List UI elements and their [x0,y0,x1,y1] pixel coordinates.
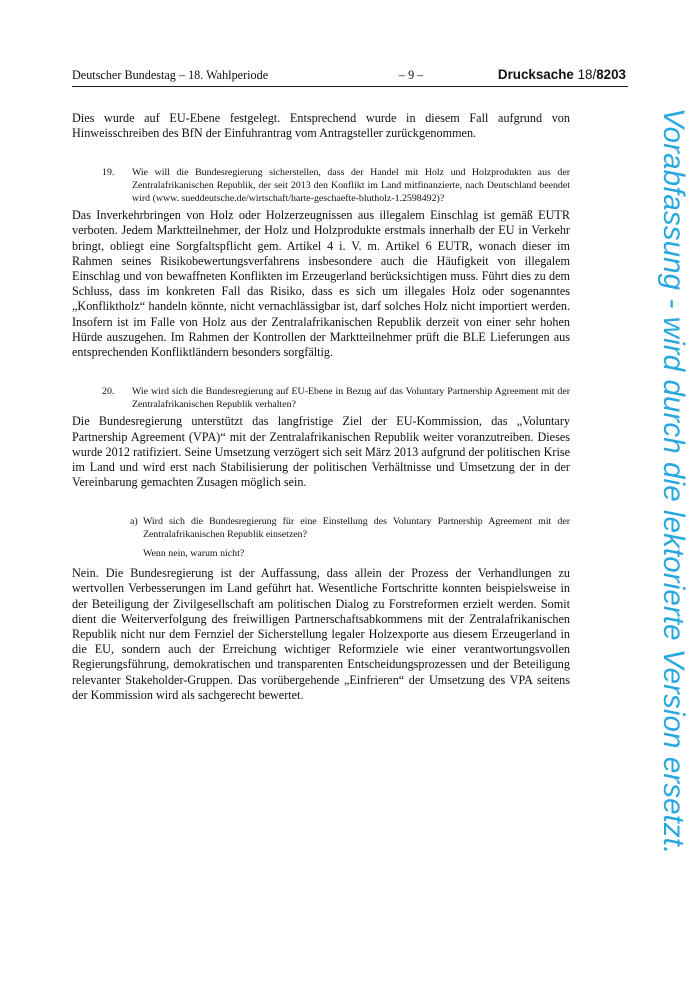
intro-answer: Dies wurde auf EU-Ebene festgelegt. Entsprechend wurde in diesem Fall aufgrund von Hinweisschreiben des BfN der Einfuhrantrag vom Antragsteller zurückgenommen. [72,111,570,141]
answer-20: Die Bundesregierung unterstützt das langfristige Ziel der EU-Kommission, das „Voluntary Partnership Agreement (VPA)“ mit der Zentralafrikanischen Republik weiter voranzutreiben. Dieses wurde 2012 ratifiziert. Seine Umsetzung verzögert sich seit März 2013 aufgrund der politischen Krise im Land und wird erst nach Stabilisierung der politischen Verhältnisse und Umsetzung der in der Vereinbarung gemachten Zusagen möglich sein. [72,414,570,490]
question-text: Wie will die Bundesregierung sicherstellen, dass der Handel mit Holz und Holzprodukten aus der Zentralafrikanischen Republik, der seit 2013 den Konflikt im Land mitfinanzierte, nach Deutschland beendet wird (www. sueddeutsche.de/wirtschaft/harte-geschaefte-blutholz-1.2598492)? [132,167,570,204]
page-number: – 9 – [399,68,424,82]
document-number [498,67,626,82]
answer-19: Das Inverkehrbringen von Holz oder Holzerzeugnissen aus illegalem Einschlag ist gemäß EUTR verboten. Jedem Marktteilnehmer, der Holz und Holzprodukte erstmals innerhalb der EU in Verkehr bringt, obliegt eine Sorgfaltspflicht gem. Artikel 4 i. V. m. Artikel 6 EUTR, wonach dieser im Rahmen seines Risikobewertungsverfahrens insbesondere auch die Häufigkeit von illegalem Einschlag und von bewaffneten Konflikten im Erzeugerland berücksichtigen muss. Führt dies zu dem Schluss, dass im konkreten Fall das Risiko, dass es sich um illegales Holz oder sogenanntes „Konfliktholz“ handeln könnte, nicht vernachlässigbar ist, darf solches Holz nicht importiert werden. Insofern ist im Falle von Holz aus der Zentralafrikanischen Republik derzeit von einer sehr hohen Hürde auszugehen. Im Rahmen der Kontrollen der Marktteilnehmer prüft die BLE Lieferungen aus entsprechenden Konfliktländern besonders sorgfältig. [72,208,570,360]
header-rule [72,86,628,87]
question-number: 19. [102,167,115,179]
subquestion-label: a) [130,516,138,528]
header-parliament: Deutscher Bundestag – 18. Wahlperiode [72,68,269,82]
draft-watermark [650,108,690,908]
document-label: Drucksache [497,67,574,82]
document-number-prefix: 18/ [577,67,597,82]
question-text: Wie wird sich die Bundesregierung auf EU-Ebene in Bezug auf das Voluntary Partnership Agreement mit der Zentralafrikanischen Republik verhalten? [132,386,570,410]
page-body [72,111,570,703]
question-20 [72,386,570,411]
document-number-main: 8203 [596,67,626,82]
subquestion-followup: Wenn nein, warum nicht? [143,547,245,559]
page-header [72,68,628,88]
subquestion-20a [130,516,570,541]
watermark-text: Vorabfassung - wird durch die lektorierte Version ersetzt. [657,108,690,855]
question-number: 20. [102,386,115,398]
answer-20a: Nein. Die Bundesregierung ist der Auffassung, dass allein der Prozess der Verhandlungen zu wertvollen Verbesserungen im Land geführt hat. Wesentliche Fortschritte konnten beispielsweise in der Beteiligung der Zivilgesellschaft am politischen Dialog zu Forstreformen erzielt werden. Somit dient die Weiterverfolgung des freiwilligen Partnerschaftsabkommens mit der Zentralafrikanischen Republik nicht nur dem Fernziel der Sicherstellung legaler Holzexporte aus diesem Erzeugerland in die EU, sondern auch der Erreichung wichtiger Reformziele wie einer verantwortungsvollen Regierungsführung, demokratischen und transparenten Entscheidungsprozessen und der Beteiligung relevanter Stakeholder-Gruppen. Das vorübergehende „Einfrieren“ der Umsetzung des VPA seitens der Kommission wird als sachgerecht bewertet. [72,566,570,702]
question-19 [72,167,570,205]
subquestion-text: Wird sich die Bundesregierung für eine Einstellung des Voluntary Partnership Agreement mit der Zentralafrikanischen Republik einsetzen? [143,516,570,541]
